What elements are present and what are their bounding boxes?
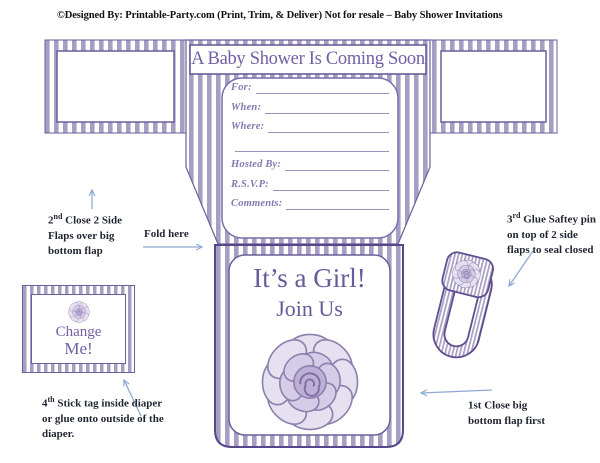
join-us-text: Join Us (276, 296, 343, 321)
right-side-flap (430, 40, 557, 133)
instruction-step-3 (507, 208, 600, 258)
form-row-when (231, 94, 389, 113)
form-row-continuation (231, 133, 389, 152)
form-field-line (235, 150, 389, 152)
form-row-hosted-by (231, 152, 389, 171)
form-field-label: Hosted By: (231, 159, 282, 171)
form-row-comments (231, 191, 389, 210)
step-number: 3 (507, 213, 513, 226)
form-row-where (231, 114, 389, 133)
its-a-girl-text: It’s a Girl! (253, 263, 366, 293)
step-text: Glue Saftey pin on top of 2 side flaps to seal closed (507, 213, 596, 256)
form-row-for (231, 75, 389, 94)
form-field-label: Where: (231, 120, 265, 132)
instruction-step-2 (48, 209, 150, 259)
fold-here-label: Fold here (144, 228, 189, 240)
change-me-tag-panel (31, 294, 126, 364)
step-number: 4 (42, 397, 48, 410)
form-row-rsvp (231, 171, 389, 190)
form-field-line (268, 131, 389, 133)
form-field-line (273, 189, 389, 191)
tag-text-change: Change (55, 324, 102, 340)
copyright-line: ©Designed By: Printable-Party.com (Print, Trim, & Deliver) Not for resale – Baby Shower Invitations (57, 10, 503, 21)
form-field-label: For: (231, 82, 252, 94)
instruction-step-4 (42, 392, 170, 442)
left-arrow-icon (421, 390, 492, 393)
safety-pin-icon (425, 250, 498, 362)
step-ordinal: nd (53, 212, 63, 221)
rose-icon (66, 300, 92, 324)
tag-text-me: Me! (64, 339, 93, 358)
step-number: 2 (48, 214, 54, 227)
step-ordinal: th (47, 395, 55, 404)
left-side-flap (45, 40, 186, 133)
step-number: 1st (468, 399, 482, 412)
step-text: Close 2 Side Flaps over big bottom flap (48, 214, 122, 257)
form-field-label: R.S.V.P: (231, 178, 269, 190)
form-field-line (265, 112, 389, 114)
step-text: Close big bottom flap first (468, 399, 545, 427)
step-text: Stick tag inside diaper or glue onto outside of the diaper. (42, 397, 164, 440)
form-field-line (256, 92, 389, 94)
form-field-label: When: (231, 101, 262, 113)
instruction-step-1 (468, 394, 550, 429)
invitation-form (231, 75, 389, 210)
form-field-label: Comments: (231, 198, 283, 210)
step-ordinal: rd (512, 211, 521, 220)
form-field-line (285, 169, 389, 171)
invitation-title: A Baby Shower Is Coming Soon (191, 49, 425, 69)
change-me-tag (22, 285, 135, 373)
form-field-line (286, 208, 389, 210)
